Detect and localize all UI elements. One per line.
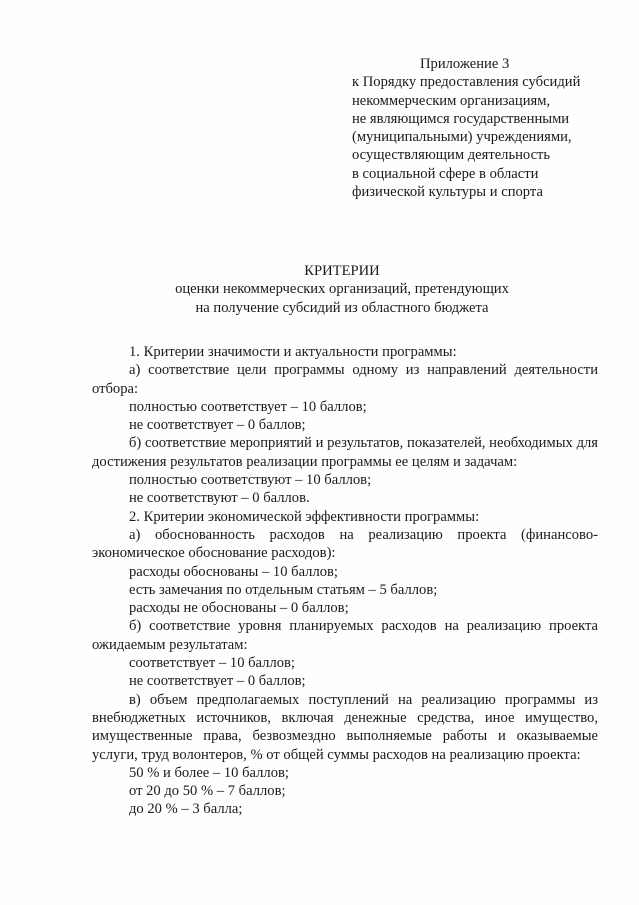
criteria-body <box>92 343 598 819</box>
section-2-title: 2. Критерии экономической эффективности программы: <box>129 508 480 525</box>
criterion-1b: б) соответствие мероприятий и результатов, показателей, необходимых для достижения результатов реализации программы ее целям и задачам: <box>92 435 598 470</box>
criterion-1a: а) соответствие цели программы одному из направлений деятельности отбора: <box>92 362 598 397</box>
score-option: полностью соответствует – 10 баллов; <box>129 398 367 415</box>
appendix-line: не являющимся государственными <box>352 110 570 127</box>
criterion-2b: б) соответствие уровня планируемых расходов на реализацию проекта ожидаемым результатам: <box>92 618 598 653</box>
score-option: не соответствует – 0 баллов; <box>129 417 306 434</box>
score-option: до 20 % – 3 балла; <box>129 801 243 818</box>
appendix-line: физической культуры и спорта <box>352 184 543 201</box>
document-title: КРИТЕРИИ <box>304 263 380 279</box>
appendix-line: осуществляющим деятельность <box>352 147 551 164</box>
criterion-2a: а) обоснованность расходов на реализацию проекта (финансово-экономическое обоснование расходов): <box>92 526 598 562</box>
score-option: от 20 до 50 % – 7 баллов; <box>129 783 286 800</box>
appendix-line: в социальной сфере в области <box>352 165 539 182</box>
score-option: расходы не обоснованы – 0 баллов; <box>129 600 349 617</box>
document-subtitle: оценки некоммерческих организаций, претендующих <box>175 281 509 298</box>
score-option: не соответствует – 0 баллов; <box>129 673 306 690</box>
score-option: не соответствуют – 0 баллов. <box>129 490 310 507</box>
score-option: 50 % и более – 10 баллов; <box>129 764 289 781</box>
appendix-header <box>352 55 632 201</box>
document-heading <box>92 262 592 317</box>
appendix-line: к Порядку предоставления субсидий <box>352 74 581 91</box>
criterion-2v: в) объем предполагаемых поступлений на реализацию программы из внебюджетных источников, включая денежные средства, иное имущество, имущественные права, безвозмездно выполняемые работы и оказываемые услуги, труд волонтеров, % от общей суммы расходов на реализацию проекта: <box>92 691 598 763</box>
score-option: расходы обоснованы – 10 баллов; <box>129 563 338 580</box>
section-1-title: 1. Критерии значимости и актуальности программы: <box>129 344 457 360</box>
document-subtitle: на получение субсидий из областного бюджета <box>195 299 489 316</box>
score-option: полностью соответствуют – 10 баллов; <box>129 472 372 489</box>
appendix-line: (муниципальными) учреждениями, <box>352 129 572 146</box>
appendix-line: некоммерческим организациям, <box>352 92 551 109</box>
appendix-number: Приложение 3 <box>420 56 510 72</box>
score-option: соответствует – 10 баллов; <box>129 655 295 672</box>
score-option: есть замечания по отдельным статьям – 5 баллов; <box>129 581 438 598</box>
